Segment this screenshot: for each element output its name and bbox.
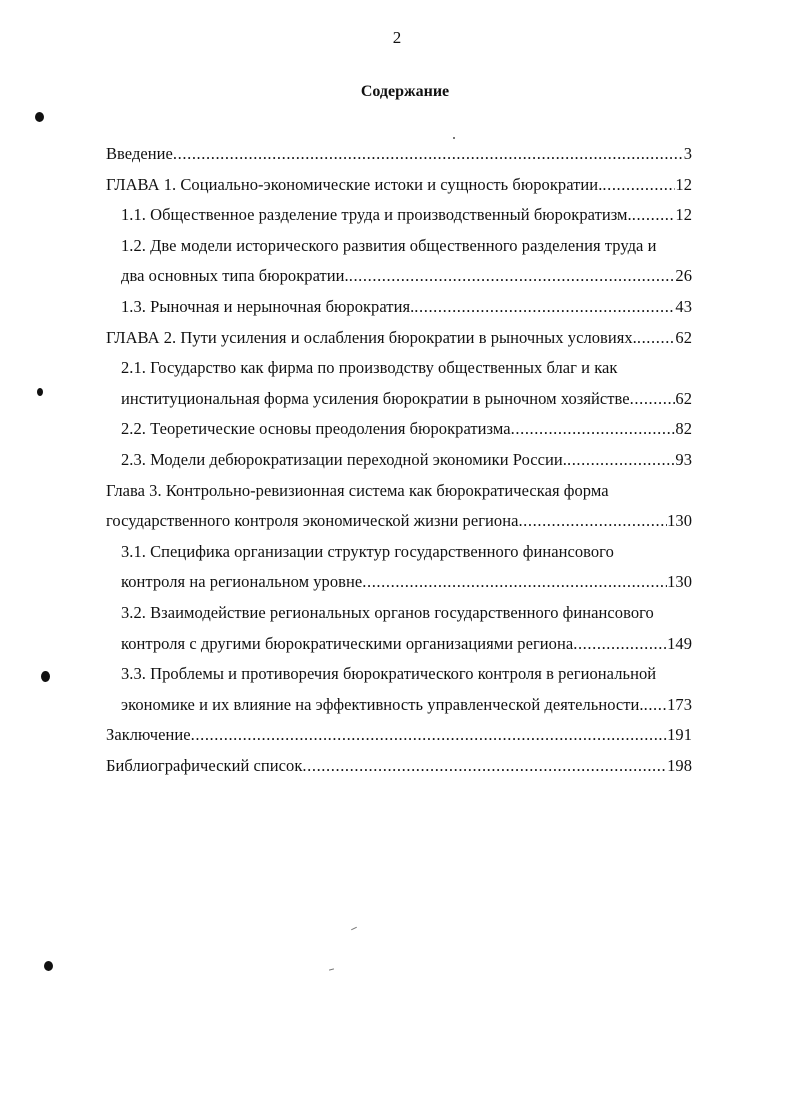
toc-entry[interactable] xyxy=(106,537,692,598)
toc-entry[interactable] xyxy=(106,170,692,201)
toc-entry-text: контроля на региональном уровне xyxy=(121,572,363,592)
toc-entry-line xyxy=(106,720,692,751)
dot-leader xyxy=(518,506,667,537)
toc-entry-line xyxy=(121,292,692,323)
toc-entry[interactable] xyxy=(106,231,692,292)
toc-entry-text: Глава 3. Контрольно-ревизионная система как бюрократическая форма xyxy=(106,480,609,500)
dot-leader xyxy=(511,414,676,445)
dot-leader xyxy=(414,292,675,323)
toc-entry-text: 2.1. Государство как фирма по производству общественных благ и как xyxy=(121,358,618,378)
toc-entry[interactable] xyxy=(106,292,692,323)
toc-entry-text: 1.3. Рыночная и нерыночная бюрократия. xyxy=(121,296,415,316)
toc-page-number: 12 xyxy=(675,205,692,225)
toc-entry[interactable] xyxy=(106,598,692,659)
dot-leader xyxy=(632,200,676,231)
toc-entry-line xyxy=(106,506,692,537)
toc-page-number: 191 xyxy=(667,725,692,745)
toc-page-number: 130 xyxy=(667,511,692,531)
toc-page-number: 43 xyxy=(675,296,692,316)
toc-entry-line xyxy=(106,170,692,201)
dot-leader xyxy=(602,170,675,201)
dot-leader xyxy=(362,567,667,598)
toc-entry-text: Заключение xyxy=(106,725,191,745)
toc-entry-line xyxy=(121,384,692,415)
toc-page-number: 130 xyxy=(667,572,692,592)
toc-entry-line xyxy=(121,629,692,660)
toc-entry-text: 3.3. Проблемы и противоречия бюрократического контроля в региональной xyxy=(121,664,657,684)
scan-speck xyxy=(44,961,53,971)
toc-entry[interactable] xyxy=(106,353,692,414)
dot-leader xyxy=(302,751,667,782)
toc-entry[interactable] xyxy=(106,720,692,751)
toc-entry[interactable] xyxy=(106,323,692,354)
dot-leader xyxy=(573,629,667,660)
toc-page-number: 149 xyxy=(667,633,692,653)
dot-leader xyxy=(630,384,676,415)
toc-entry-text: 2.3. Модели дебюрократизации переходной экономики России. xyxy=(121,449,567,469)
toc-entry-text: ГЛАВА 1. Социально-экономические истоки и сущность бюрократии. xyxy=(106,174,603,194)
dot-leader xyxy=(644,690,667,721)
toc-entry-text: контроля с другими бюрократическими организациями региона xyxy=(121,633,574,653)
toc-page-number: 198 xyxy=(667,755,692,775)
toc-entry-line xyxy=(121,200,692,231)
toc-page-number: 3 xyxy=(683,144,692,163)
toc-page-number: 62 xyxy=(675,388,692,408)
toc-entry-line xyxy=(106,139,692,170)
toc-entry-text: институциональная форма усиления бюрократии в рыночном хозяйстве xyxy=(121,388,630,408)
toc-entry[interactable] xyxy=(106,414,692,445)
toc-entry[interactable] xyxy=(106,659,692,720)
toc-entry-line xyxy=(121,690,692,721)
dot-leader xyxy=(637,323,676,354)
scan-mark xyxy=(453,137,455,139)
dot-leader xyxy=(349,261,676,292)
toc-entry-line xyxy=(121,261,692,292)
toc-entry-line xyxy=(121,414,692,445)
toc-entry-line xyxy=(121,567,692,598)
toc-entry-text: государственного контроля экономической жизни региона xyxy=(106,511,519,531)
toc-page-number: 93 xyxy=(675,449,692,469)
scan-mark xyxy=(351,927,357,930)
scan-mark xyxy=(329,968,334,970)
toc-page-number: 82 xyxy=(675,419,692,439)
toc-page-number: 173 xyxy=(667,694,692,714)
table-of-contents xyxy=(106,139,692,781)
toc-entry[interactable] xyxy=(106,139,692,170)
scan-speck xyxy=(41,671,50,682)
toc-entry[interactable] xyxy=(106,476,692,537)
toc-page-number: 26 xyxy=(675,266,692,286)
toc-entry-text: 2.2. Теоретические основы преодоления бюрократизма xyxy=(121,419,511,439)
scan-speck xyxy=(37,388,43,396)
toc-entry-text: 1.2. Две модели исторического развития общественного разделения труда и xyxy=(121,235,657,255)
toc-page-number: 62 xyxy=(675,327,692,347)
toc-entry-text: два основных типа бюрократии. xyxy=(121,266,349,286)
dot-leader xyxy=(173,139,684,170)
dot-leader xyxy=(191,720,667,751)
toc-entry-text: Библиографический список xyxy=(106,755,303,775)
page-number: 2 xyxy=(392,28,402,47)
toc-entry-text: 3.1. Специфика организации структур государственного финансового xyxy=(121,541,614,561)
toc-entry-text: ГЛАВА 2. Пути усиления и ослабления бюрократии в рыночных условиях. xyxy=(106,327,637,347)
toc-entry-text: 1.1. Общественное разделение труда и производственный бюрократизм. xyxy=(121,205,632,225)
scan-speck xyxy=(35,112,44,122)
dot-leader xyxy=(567,445,675,476)
toc-entry-line xyxy=(106,323,692,354)
toc-entry[interactable] xyxy=(106,200,692,231)
toc-entry-line xyxy=(121,445,692,476)
page-title: Содержание xyxy=(360,83,450,100)
toc-entry[interactable] xyxy=(106,445,692,476)
toc-entry[interactable] xyxy=(106,751,692,782)
toc-entry-text: Введение xyxy=(106,144,173,163)
toc-entry-line xyxy=(106,751,692,782)
toc-entry-text: экономике и их влияние на эффективность управленческой деятельности. xyxy=(121,694,644,714)
toc-entry-text: 3.2. Взаимодействие региональных органов государственного финансового xyxy=(121,602,654,622)
toc-page-number: 12 xyxy=(675,174,692,194)
